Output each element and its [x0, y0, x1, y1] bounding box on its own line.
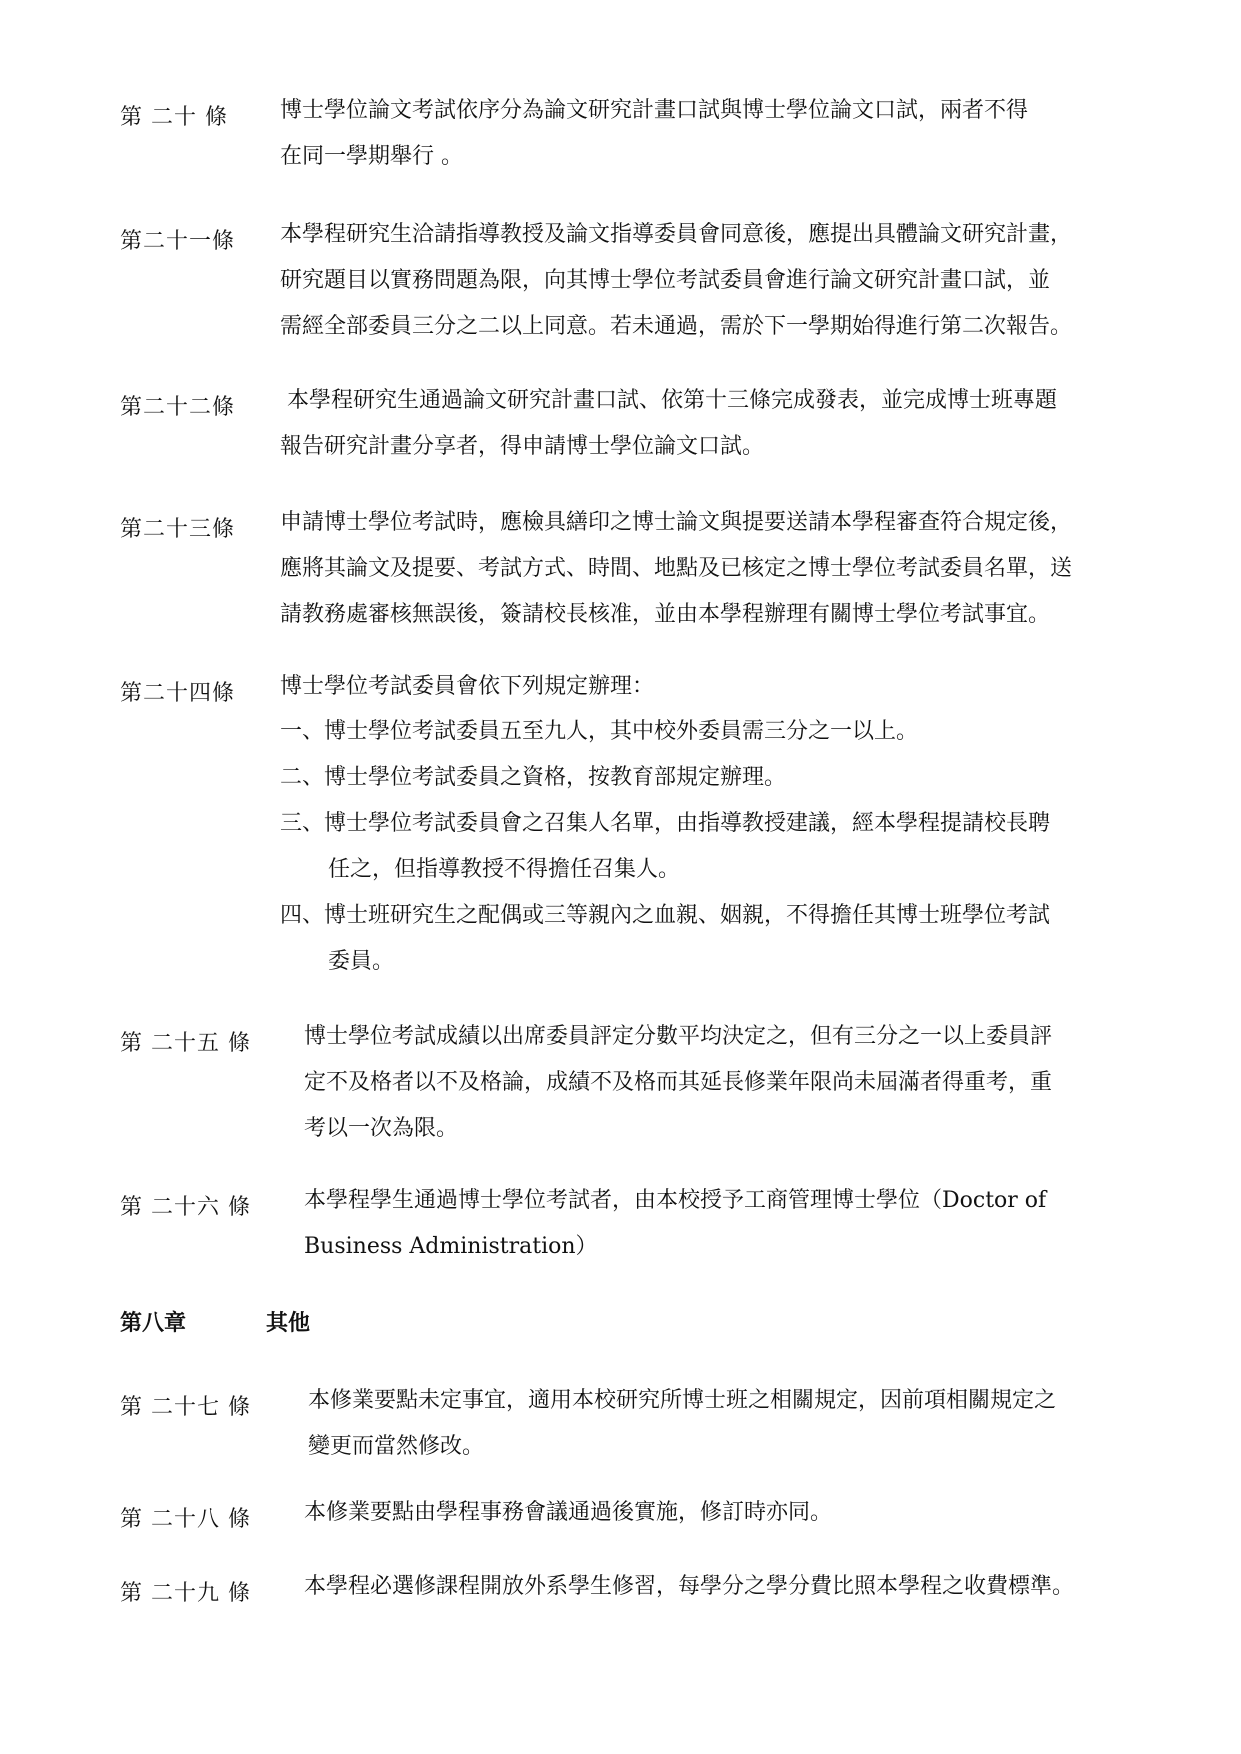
- article-line: 研究題目以實務問題為限，向其博士學位考試委員會進行論文研究計畫口試，並: [280, 268, 1051, 293]
- list-item-continuation: 任之，但指導教授不得擔任召集人。: [328, 857, 681, 882]
- article-label: 第 二十六 條: [120, 1195, 251, 1220]
- article-body: [308, 1378, 1170, 1470]
- list-item: 三、博士學位考試委員會之召集人名單，由指導教授建議，經本學程提請校長聘: [280, 811, 1051, 836]
- article-line: 本學程研究生洽請指導教授及論文指導委員會同意後，應提出具體論文研究計畫，: [280, 222, 1073, 247]
- list-item: 四、博士班研究生之配偶或三等親內之血親、姻親，不得擔任其博士班學位考試: [280, 903, 1051, 928]
- article-label: 第 二十七 條: [120, 1395, 251, 1420]
- article-body: [280, 212, 1170, 350]
- article-line: 在同一學期舉行 。: [280, 144, 463, 169]
- article-line: 變更而當然修改。: [308, 1434, 485, 1459]
- article-line: 報告研究計畫分享者，得申請博士學位論文口試。: [280, 434, 765, 459]
- article-label: 第 二十八 條: [120, 1507, 251, 1532]
- list-item: 二、博士學位考試委員之資格，按教育部規定辦理。: [280, 765, 787, 790]
- article-body: [304, 1014, 1170, 1152]
- article-line: 需經全部委員三分之二以上同意。若未通過，需於下一學期始得進行第二次報告。: [280, 314, 1073, 339]
- list-item: 一、博士學位考試委員五至九人，其中校外委員需三分之一以上。: [280, 719, 919, 744]
- article-label: 第二十四條: [120, 681, 236, 706]
- article-body: [304, 1564, 1170, 1610]
- list-item-continuation: 委員。: [328, 949, 395, 974]
- article-line: 本學程學生通過博士學位考試者，由本校授予工商管理博士學位（Doctor of: [304, 1188, 1047, 1213]
- article-body: [304, 1490, 1170, 1536]
- article-line: 請教務處審核無誤後，簽請校長核准，並由本學程辦理有關博士學位考試事宜。: [280, 602, 1051, 627]
- chapter-heading: [120, 1306, 310, 1337]
- article-line: Business Administration）: [304, 1234, 598, 1259]
- chapter-number: 第八章: [120, 1311, 187, 1336]
- article-body: [280, 88, 1170, 180]
- article-body: [280, 378, 1170, 470]
- article-body: [280, 500, 1170, 638]
- article-line: 定不及格者以不及格論，成績不及格而其延長修業年限尚未屆滿者得重考，重: [304, 1070, 1053, 1095]
- article-line: 博士學位論文考試依序分為論文研究計畫口試與博士學位論文口試，兩者不得: [280, 98, 1029, 123]
- article-line: 本修業要點未定事宜，適用本校研究所博士班之相關規定，因前項相關規定之: [308, 1388, 1057, 1413]
- chapter-title: 其他: [266, 1311, 311, 1336]
- article-label: 第 二十 條: [120, 105, 228, 130]
- article-line: 考以一次為限。: [304, 1116, 459, 1141]
- article-line: 應將其論文及提要、考試方式、時間、地點及已核定之博士學位考試委員名單，送: [280, 556, 1073, 581]
- article-line: 申請博士學位考試時，應檢具繕印之博士論文與提要送請本學程審查符合規定後，: [280, 510, 1073, 535]
- article-line: 本修業要點由學程事務會議通過後實施，修訂時亦同。: [304, 1500, 833, 1525]
- article-body: [304, 1178, 1170, 1270]
- article-label: 第二十三條: [120, 517, 236, 542]
- article-label: 第 二十九 條: [120, 1581, 251, 1606]
- article-line: 本學程必選修課程開放外系學生修習，每學分之學分費比照本學程之收費標準。: [304, 1574, 1075, 1599]
- article-intro: 博士學位考試委員會依下列規定辦理：: [280, 674, 655, 699]
- article-label: 第 二十五 條: [120, 1031, 251, 1056]
- article-line: 本學程研究生通過論文研究計畫口試、依第十三條完成發表，並完成博士班專題: [280, 388, 1057, 413]
- article-body: [280, 664, 1170, 985]
- article-line: 博士學位考試成績以出席委員評定分數平均決定之，但有三分之一以上委員評: [304, 1024, 1053, 1049]
- article-label: 第二十一條: [120, 229, 236, 254]
- article-label: 第二十二條: [120, 395, 236, 420]
